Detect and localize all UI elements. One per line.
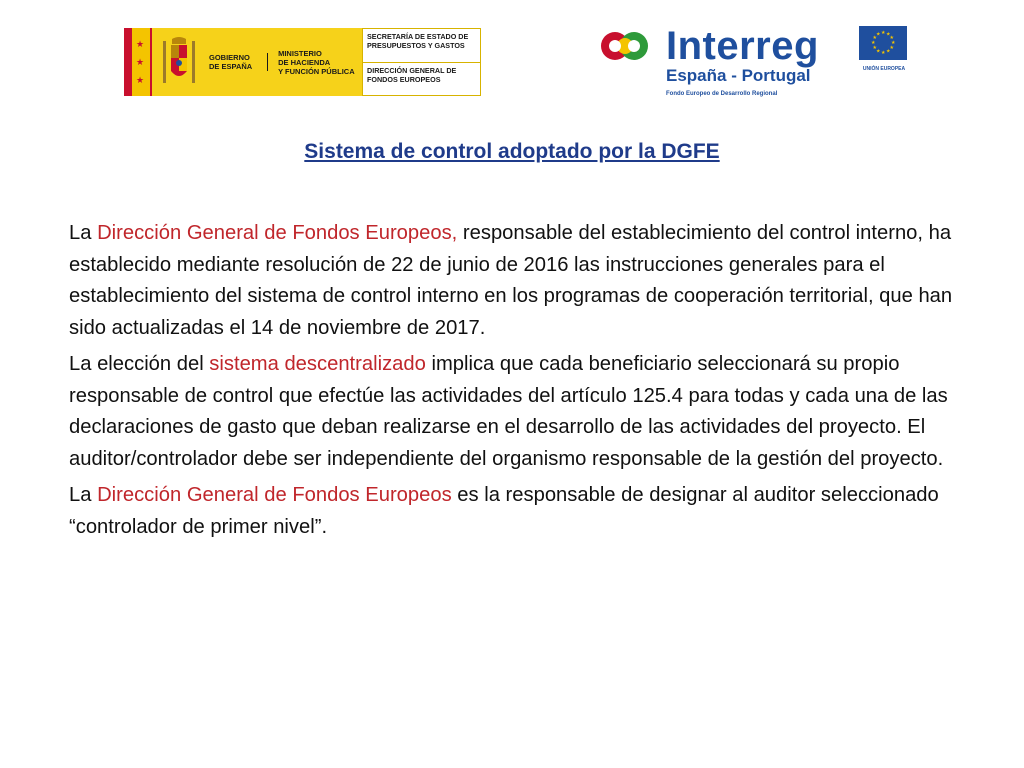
ministerio-text: MINISTERIO DE HACIENDA Y FUNCIÓN PÚBLICA <box>278 48 355 76</box>
interreg-mark-icon <box>600 28 656 78</box>
paragraph <box>69 480 969 543</box>
gov-departments <box>362 28 481 96</box>
paragraph-text: La <box>69 222 98 244</box>
svg-text:★: ★ <box>876 31 881 38</box>
flag-strip <box>124 28 152 96</box>
star-icon: ★ <box>136 75 145 85</box>
paragraph <box>69 349 969 475</box>
paragraph-text: es la responsable de designar al auditor seleccionado “controlador de primer nivel”. <box>69 484 939 538</box>
paragraph-text: La <box>69 484 98 506</box>
svg-text:★: ★ <box>881 50 886 56</box>
paragraph <box>69 218 969 344</box>
svg-text:★: ★ <box>891 40 896 46</box>
svg-text:★: ★ <box>889 35 894 41</box>
svg-text:★: ★ <box>872 45 877 51</box>
svg-text:★: ★ <box>881 30 886 36</box>
page-title: Sistema de control adoptado por la DGFE <box>304 140 720 163</box>
interreg-subtitle: España - Portugal <box>666 66 811 85</box>
gobierno-text: GOBIERNO DE ESPAÑA <box>209 53 268 71</box>
interreg-fund-caption: Fondo Europeo de Desarrollo Regional <box>666 91 778 97</box>
star-icon: ★ <box>136 57 145 67</box>
body-content <box>69 218 969 548</box>
direccion-text: DIRECCIÓN GENERAL DE FONDOS EUROPEOS <box>363 62 480 96</box>
svg-text:★: ★ <box>889 45 894 51</box>
paragraph-text: La elección del <box>69 353 210 375</box>
highlight-text: sistema descentralizado <box>209 353 426 375</box>
highlight-text: Dirección General de Fondos Europeos <box>97 484 452 506</box>
star-icon: ★ <box>136 39 145 49</box>
eu-flag-icon <box>859 26 907 60</box>
secretaria-text: SECRETARÍA DE ESTADO DE PRESUPUESTOS Y GASTOS <box>367 32 469 50</box>
interreg-wordmark: Interreg <box>666 24 819 68</box>
svg-text:★: ★ <box>876 48 881 55</box>
paragraph-text: responsable del establecimiento del control interno, ha establecido mediante resolución de 22 de junio de 2016 las instrucciones generales para el establecimiento del sistema de control interno en los programas de cooperación territorial, que han sido actualizadas el 14 de noviembre de 2017. <box>69 222 953 339</box>
svg-text:★: ★ <box>886 48 891 55</box>
gov-yellow-block <box>152 28 362 96</box>
gobierno-de-espana-logo <box>124 28 481 96</box>
eu-caption: UNIÓN EUROPEA <box>862 66 906 72</box>
svg-text:★: ★ <box>871 40 876 46</box>
coat-of-arms-icon <box>158 34 199 90</box>
svg-text:★: ★ <box>886 31 891 38</box>
paragraph-text: implica que cada beneficiario seleccionará su propio responsable de control que efectúe las actividades del artículo 125.4 para todas y cada una de las declaraciones de gasto que deban realizarse en el desarrollo de las actividades del proyecto. El auditor/controlador debe ser independiente del organismo responsable de la gestión del proyecto. <box>69 353 948 470</box>
highlight-text: Dirección General de Fondos Europeos, <box>97 222 458 244</box>
svg-text:★: ★ <box>872 35 877 41</box>
interreg-logo <box>600 22 910 104</box>
